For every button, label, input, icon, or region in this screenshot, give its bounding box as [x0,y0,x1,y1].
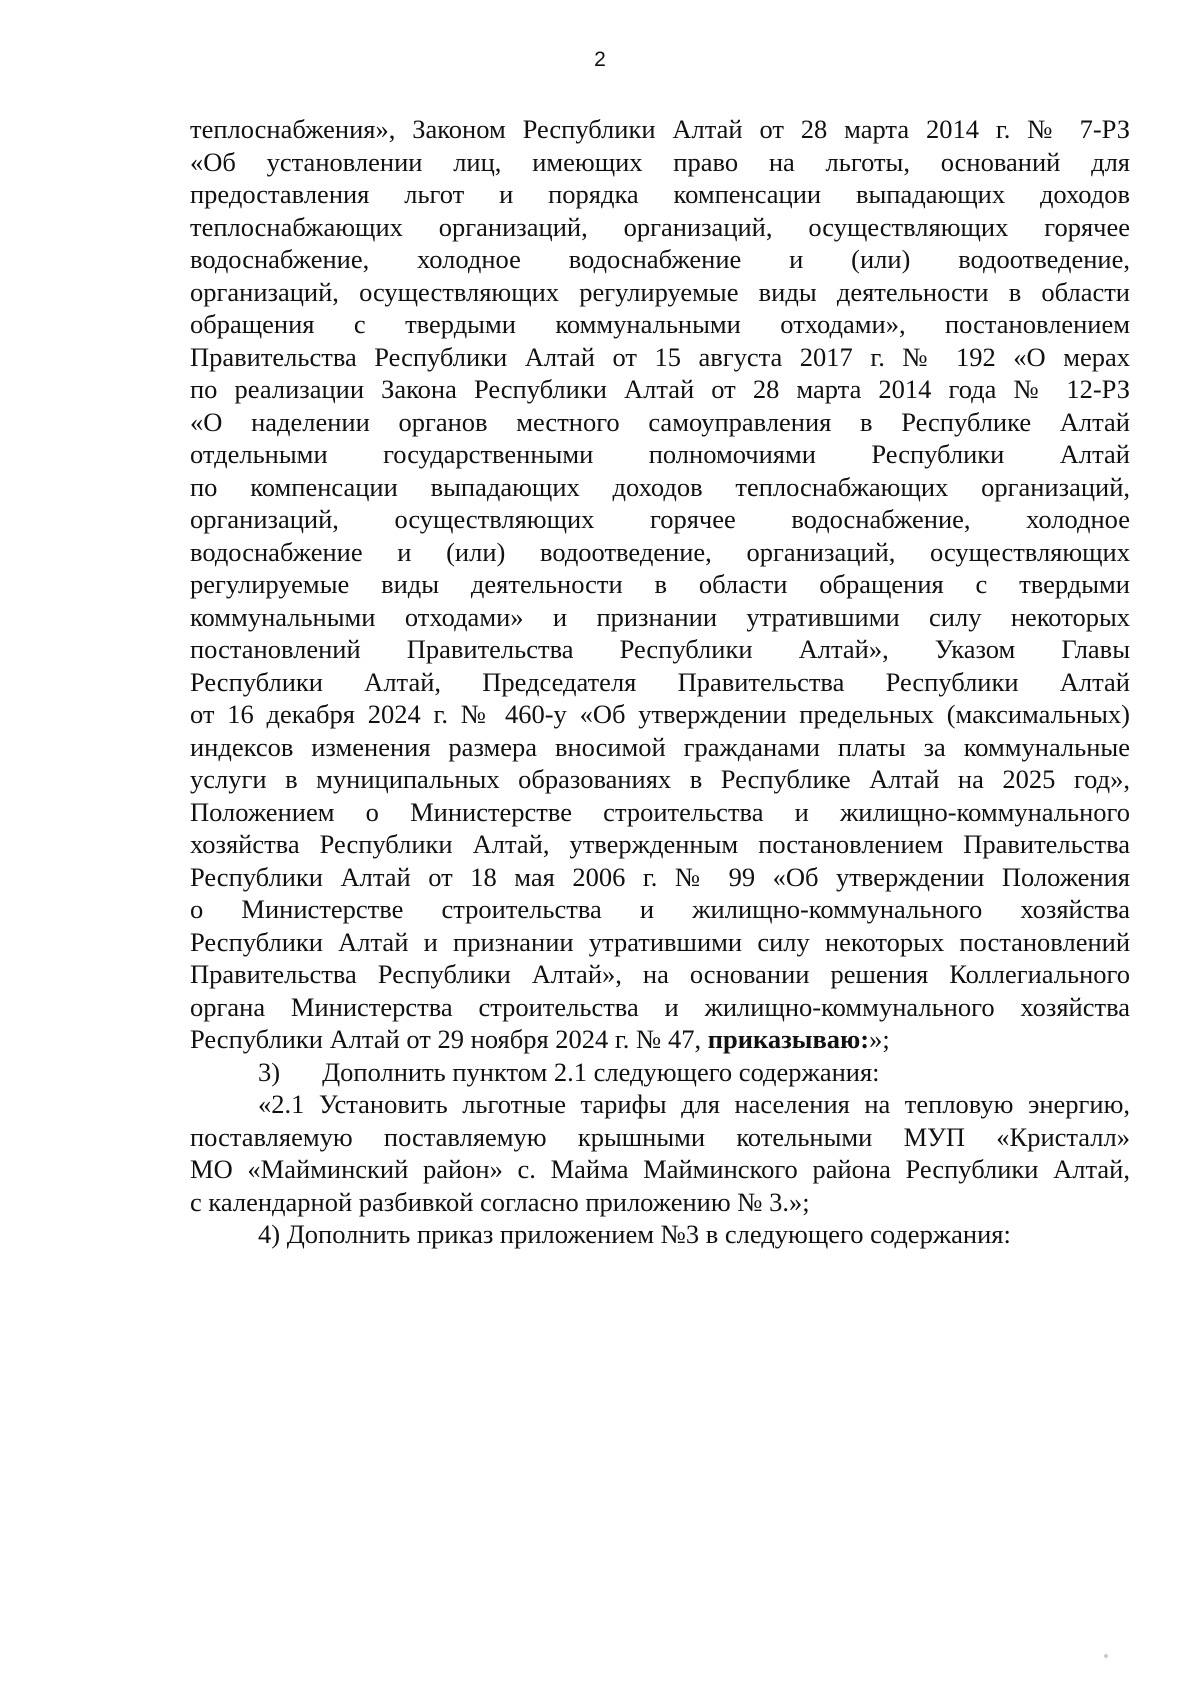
text-line: постановлений Правительства Республики Алтай», Указом Главы [190,634,1130,664]
text-line: «О наделении органов местного самоуправления в Республике Алтай [190,406,1130,437]
text-line: организаций, осуществляющих горячее водоснабжение, холодное [190,504,1130,534]
item-3-text: Дополнить пунктом 2.1 следующего содержания: [322,1056,880,1087]
order-keyword: приказываю: [707,1024,870,1054]
quote-line: «2.1 Установить льготные тарифы для населения на тепловую энергию, [258,1089,1130,1119]
text-line: предоставления льгот и порядка компенсации выпадающих доходов [190,179,1130,209]
item-3-number: 3) [258,1056,281,1087]
text-line: «Об установлении лиц, имеющих право на льготы, оснований для [190,146,1130,177]
text-line: по реализации Закона Республики Алтай от 28 марта 2014 года № 12-РЗ [190,374,1130,404]
text-line: индексов изменения размера вносимой гражданами платы за коммунальные [190,731,1130,762]
quote-line: МО «Майминский район» с. Майма Майминского района Республики Алтай, [190,1154,1130,1184]
text-line: услуги в муниципальных образованиях в Республике Алтай на 2025 год», [190,764,1130,794]
quote-line: с календарной разбивкой согласно приложению № 3.»; [190,1186,810,1217]
text-line: Правительства Республики Алтай», на основании решения Коллегиального [190,959,1130,989]
quote-line: поставляемую поставляемую крышными котельными МУП «Кристалл» [190,1121,1130,1152]
text-line: организаций, осуществляющих регулируемые виды деятельности в области [190,276,1130,307]
text-line: обращения с твердыми коммунальными отходами», постановлением [190,309,1130,339]
closing-line-text: Республики Алтай от 29 ноября 2024 г. № 47, [190,1024,708,1054]
text-line: хозяйства Республики Алтай, утвержденным постановлением Правительства [190,829,1130,859]
text-line: водоснабжение и (или) водоотведение, организаций, осуществляющих [190,536,1130,567]
text-line: по компенсации выпадающих доходов теплоснабжающих организаций, [190,471,1130,502]
text-line: отдельными государственными полномочиями Республики Алтай [190,439,1130,469]
text-line: о Министерстве строительства и жилищно-коммунального хозяйства [190,894,1130,924]
text-line: Республики Алтай и признании утратившими силу некоторых постановлений [190,926,1130,957]
text-line: Республики Алтай от 18 мая 2006 г. № 99 «Об утверждении Положения [190,861,1130,892]
text-line: органа Министерства строительства и жилищно-коммунального хозяйства [190,991,1130,1022]
closing-line-suffix: »; [869,1024,890,1054]
text-line: Положением о Министерстве строительства и жилищно-коммунального [190,796,1130,827]
text-line: коммунальными отходами» и признании утратившими силу некоторых [190,601,1130,632]
text-line: регулируемые виды деятельности в области обращения с твердыми [190,569,1130,599]
scan-speck [1104,1654,1108,1658]
text-line: от 16 декабря 2024 г. № 460-у «Об утверждении предельных (максимальных) [190,699,1130,729]
text-line: Правительства Республики Алтай от 15 августа 2017 г. № 192 «О мерах [190,341,1130,372]
document-body [190,113,1130,1251]
text-line: теплоснабжения», Законом Республики Алтай от 28 марта 2014 г. № 7-РЗ [190,114,1130,144]
closing-line [190,1023,1130,1056]
item-4: 4) Дополнить приказ приложением №3 в следующего содержания: [258,1219,1011,1249]
item-3 [190,1056,1130,1089]
text-line: Республики Алтай, Председателя Правительства Республики Алтай [190,666,1130,697]
text-line: водоснабжение, холодное водоснабжение и (или) водоотведение, [190,244,1130,274]
page-number: 2 [594,48,606,71]
text-line: теплоснабжающих организаций, организаций, осуществляющих горячее [190,211,1130,242]
